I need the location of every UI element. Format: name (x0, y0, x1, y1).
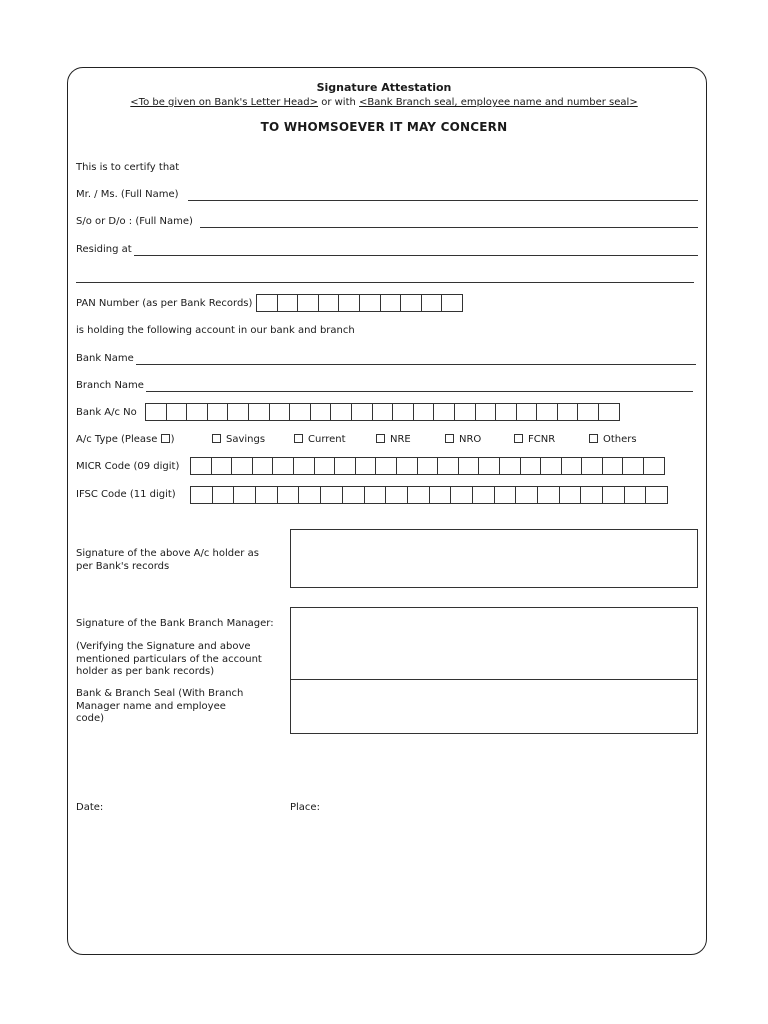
pan-digit-box[interactable] (338, 294, 360, 312)
micr-digit-box[interactable] (643, 457, 665, 475)
bank-name-label: Bank Name (76, 353, 134, 364)
micr-digit-box[interactable] (190, 457, 212, 475)
account-digit-box[interactable] (310, 403, 332, 421)
ac-type-label (76, 434, 174, 445)
ifsc-digit-box[interactable] (624, 486, 647, 504)
account-digit-box[interactable] (536, 403, 558, 421)
tick-icon-box (161, 434, 170, 443)
micr-digit-box[interactable] (293, 457, 315, 475)
checkbox-icon[interactable] (376, 434, 385, 443)
ifsc-digit-box[interactable] (277, 486, 300, 504)
account-digit-box[interactable] (392, 403, 414, 421)
subtitle-or: or with (318, 97, 360, 108)
ifsc-digit-box[interactable] (537, 486, 560, 504)
ac-type-savings-label: Savings (226, 434, 266, 445)
branch-name-label: Branch Name (76, 380, 144, 391)
micr-code-boxes[interactable] (190, 457, 664, 475)
ifsc-digit-box[interactable] (212, 486, 235, 504)
micr-digit-box[interactable] (211, 457, 233, 475)
micr-digit-box[interactable] (458, 457, 480, 475)
ac-type-nro-label: NRO (459, 434, 482, 445)
micr-digit-box[interactable] (231, 457, 253, 475)
account-digit-box[interactable] (330, 403, 352, 421)
account-digit-box[interactable] (227, 403, 249, 421)
pan-digit-box[interactable] (441, 294, 463, 312)
micr-digit-box[interactable] (334, 457, 356, 475)
pan-digit-box[interactable] (421, 294, 443, 312)
ifsc-digit-box[interactable] (559, 486, 582, 504)
account-number-boxes[interactable] (145, 403, 619, 421)
holder-signature-label: Signature of the above A/c holder as per Bank's records (76, 548, 259, 572)
form-title: Signature Attestation (316, 81, 452, 94)
ac-type-savings[interactable] (212, 434, 265, 445)
name-field[interactable] (188, 200, 698, 201)
subtitle-seal: <Bank Branch seal, employee name and number seal> (359, 97, 638, 108)
account-digit-box[interactable] (186, 403, 208, 421)
micr-digit-box[interactable] (540, 457, 562, 475)
account-digit-box[interactable] (207, 403, 229, 421)
bank-seal-box[interactable] (290, 679, 698, 734)
subtitle-letterhead: <To be given on Bank's Letter Head> (130, 97, 319, 108)
micr-label: MICR Code (09 digit) (76, 461, 180, 472)
account-digit-box[interactable] (166, 403, 188, 421)
pan-digit-box[interactable] (318, 294, 340, 312)
manager-signature-label: Signature of the Bank Branch Manager: (76, 618, 274, 629)
account-digit-box[interactable] (248, 403, 270, 421)
micr-digit-box[interactable] (437, 457, 459, 475)
verify-text: (Verifying the Signature and above mentioned particulars of the account holder as per bank records) (76, 641, 262, 677)
checkbox-icon[interactable] (212, 434, 221, 443)
pan-digit-box[interactable] (400, 294, 422, 312)
place-label: Place: (290, 802, 320, 813)
ac-type-others-label: Others (603, 434, 637, 445)
micr-digit-box[interactable] (622, 457, 644, 475)
ac-type-nro[interactable] (445, 434, 481, 445)
ifsc-digit-box[interactable] (645, 486, 668, 504)
ifsc-digit-box[interactable] (385, 486, 408, 504)
account-digit-box[interactable] (351, 403, 373, 421)
ifsc-digit-box[interactable] (342, 486, 365, 504)
ifsc-digit-box[interactable] (429, 486, 452, 504)
relation-field[interactable] (200, 227, 698, 228)
account-digit-box[interactable] (577, 403, 599, 421)
ifsc-digit-box[interactable] (298, 486, 321, 504)
micr-digit-box[interactable] (272, 457, 294, 475)
branch-name-field[interactable] (146, 391, 693, 392)
address-field-line2[interactable] (76, 282, 694, 283)
micr-digit-box[interactable] (581, 457, 603, 475)
micr-digit-box[interactable] (602, 457, 624, 475)
account-digit-box[interactable] (598, 403, 620, 421)
micr-digit-box[interactable] (561, 457, 583, 475)
ac-type-nre-label: NRE (390, 434, 411, 445)
ac-type-fcnr-label: FCNR (528, 434, 556, 445)
ifsc-digit-box[interactable] (407, 486, 430, 504)
account-no-label: Bank A/c No (76, 407, 137, 418)
form-heading: TO WHOMSOEVER IT MAY CONCERN (260, 120, 508, 134)
account-digit-box[interactable] (557, 403, 579, 421)
ifsc-digit-box[interactable] (450, 486, 473, 504)
ifsc-code-boxes[interactable] (190, 486, 667, 504)
account-digit-box[interactable] (289, 403, 311, 421)
micr-digit-box[interactable] (314, 457, 336, 475)
bank-name-field[interactable] (136, 364, 696, 365)
ifsc-digit-box[interactable] (515, 486, 538, 504)
account-digit-box[interactable] (516, 403, 538, 421)
micr-digit-box[interactable] (499, 457, 521, 475)
pan-digit-box[interactable] (359, 294, 381, 312)
micr-digit-box[interactable] (396, 457, 418, 475)
ifsc-digit-box[interactable] (190, 486, 213, 504)
holding-text: is holding the following account in our bank and branch (76, 325, 355, 336)
manager-signature-box[interactable] (290, 607, 698, 680)
ifsc-digit-box[interactable] (320, 486, 343, 504)
checkbox-icon[interactable] (294, 434, 303, 443)
holder-signature-box[interactable] (290, 529, 698, 588)
pan-digit-box[interactable] (380, 294, 402, 312)
certify-text: This is to certify that (76, 162, 180, 173)
account-digit-box[interactable] (372, 403, 394, 421)
ac-type-others[interactable] (589, 434, 637, 445)
account-digit-box[interactable] (454, 403, 476, 421)
checkbox-icon[interactable] (514, 434, 523, 443)
ifsc-digit-box[interactable] (602, 486, 625, 504)
ifsc-digit-box[interactable] (233, 486, 256, 504)
account-digit-box[interactable] (269, 403, 291, 421)
micr-digit-box[interactable] (478, 457, 500, 475)
ac-type-text: A/c Type (Please (76, 434, 158, 445)
ifsc-digit-box[interactable] (472, 486, 495, 504)
checkbox-icon[interactable] (445, 434, 454, 443)
micr-digit-box[interactable] (375, 457, 397, 475)
ifsc-digit-box[interactable] (494, 486, 517, 504)
micr-digit-box[interactable] (355, 457, 377, 475)
pan-digit-box[interactable] (277, 294, 299, 312)
ifsc-label: IFSC Code (11 digit) (76, 489, 176, 500)
name-label: Mr. / Ms. (Full Name) (76, 189, 179, 200)
ac-type-current-label: Current (308, 434, 346, 445)
date-label: Date: (76, 802, 104, 813)
pan-number-boxes[interactable] (256, 294, 462, 312)
form-subtitle (0, 97, 768, 108)
pan-digit-box[interactable] (297, 294, 319, 312)
ac-type-current[interactable] (294, 434, 346, 445)
account-digit-box[interactable] (433, 403, 455, 421)
micr-digit-box[interactable] (520, 457, 542, 475)
ac-type-fcnr[interactable] (514, 434, 555, 445)
address-field-line1[interactable] (134, 255, 698, 256)
residing-label: Residing at (76, 244, 132, 255)
pan-label: PAN Number (as per Bank Records) (76, 298, 253, 309)
account-digit-box[interactable] (475, 403, 497, 421)
account-digit-box[interactable] (495, 403, 517, 421)
ac-type-close: ) (170, 434, 175, 445)
checkbox-icon[interactable] (589, 434, 598, 443)
ifsc-digit-box[interactable] (364, 486, 387, 504)
account-digit-box[interactable] (145, 403, 167, 421)
account-digit-box[interactable] (413, 403, 435, 421)
relation-label: S/o or D/o : (Full Name) (76, 216, 193, 227)
micr-digit-box[interactable] (252, 457, 274, 475)
ac-type-nre[interactable] (376, 434, 411, 445)
micr-digit-box[interactable] (417, 457, 439, 475)
ifsc-digit-box[interactable] (255, 486, 278, 504)
pan-digit-box[interactable] (256, 294, 278, 312)
ifsc-digit-box[interactable] (580, 486, 603, 504)
seal-text: Bank & Branch Seal (With Branch Manager name and employee code) (76, 688, 244, 724)
